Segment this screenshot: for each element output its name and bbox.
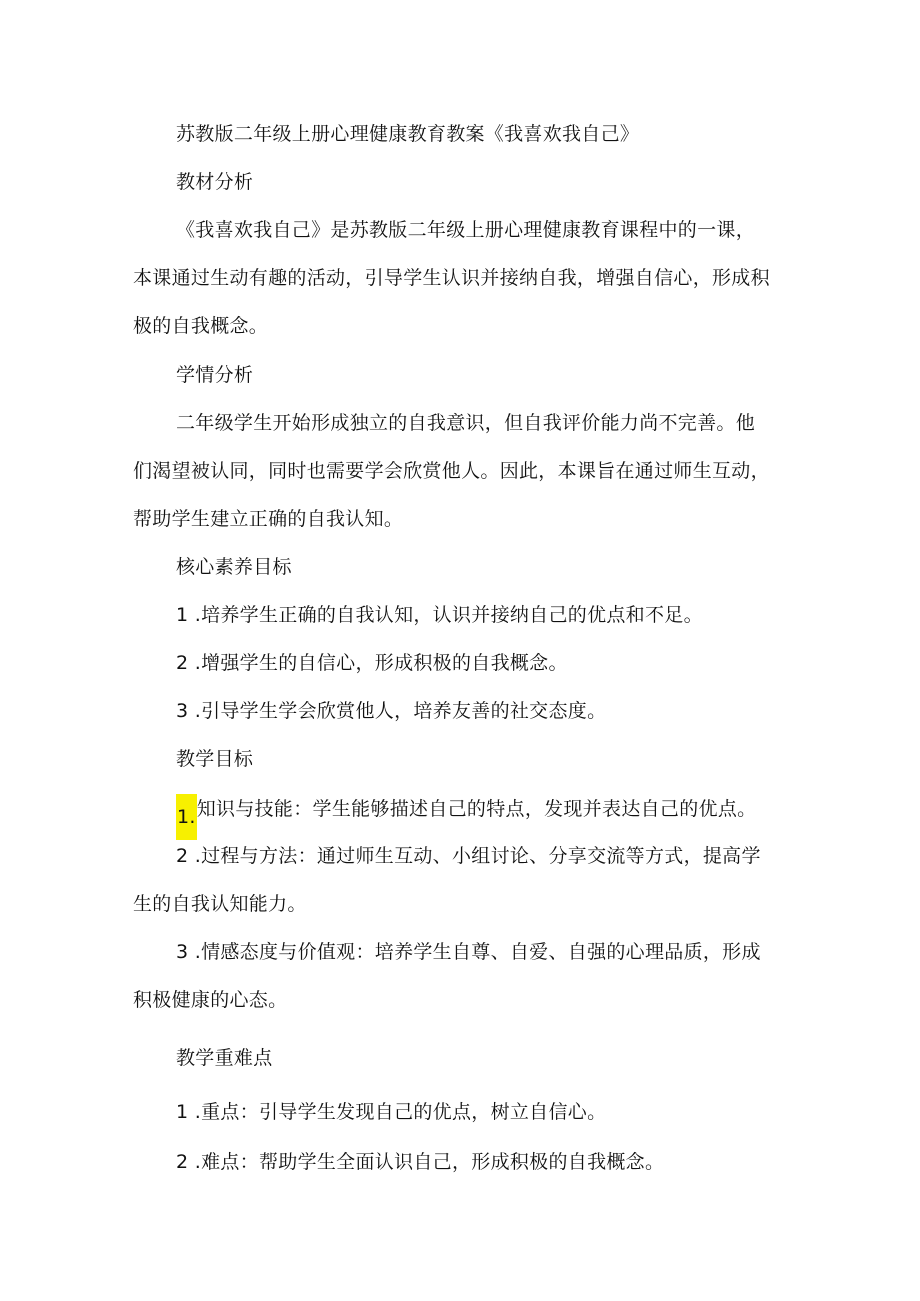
paragraph-line: 本课通过生动有趣的活动，引导学生认识并接纳自我，增强自信心，形成积 (133, 267, 770, 289)
paragraph-line: 二年级学生开始形成独立的自我意识，但自我评价能力尚不完善。他 (176, 412, 756, 434)
document-title: 苏教版二年级上册心理健康教育教案《我喜欢我自己》 (176, 123, 640, 145)
list-item (176, 794, 756, 840)
list-item: 3 .引导学生学会欣赏他人，培养友善的社交态度。 (176, 700, 607, 722)
paragraph-line: 《我喜欢我自己》是苏教版二年级上册心理健康教育课程中的一课， (176, 219, 756, 241)
paragraph-line: 们渴望被认同，同时也需要学会欣赏他人。因此，本课旨在通过师生互动， (133, 460, 770, 482)
list-item: 2 .难点：帮助学生全面认识自己，形成积极的自我概念。 (176, 1151, 665, 1173)
paragraph-line: 帮助学生建立正确的自我认知。 (133, 508, 404, 530)
highlighted-number: 1. (176, 794, 197, 840)
list-item: 2 .过程与方法：通过师生互动、小组讨论、分享交流等方式，提高学 (176, 845, 761, 867)
list-item-continuation: 生的自我认知能力。 (133, 893, 307, 915)
list-item: 1 .重点：引导学生发现自己的优点，树立自信心。 (176, 1101, 607, 1123)
section-heading-keypoints: 教学重难点 (176, 1047, 273, 1069)
list-item: 1 .培养学生正确的自我认知，认识并接纳自己的优点和不足。 (176, 604, 703, 626)
section-heading-students: 学情分析 (176, 364, 254, 386)
section-heading-material: 教材分析 (176, 171, 254, 193)
section-heading-core: 核心素养目标 (176, 556, 292, 578)
list-item-text: 知识与技能：学生能够描述自己的特点，发现并表达自己的优点。 (196, 798, 757, 820)
list-item: 3 .情感态度与价值观：培养学生自尊、自爱、自强的心理品质，形成 (176, 941, 761, 963)
paragraph-line: 极的自我概念。 (133, 315, 269, 337)
section-heading-goals: 教学目标 (176, 748, 254, 770)
list-item-continuation: 积极健康的心态。 (133, 989, 288, 1011)
list-item: 2 .增强学生的自信心，形成积极的自我概念。 (176, 652, 568, 674)
